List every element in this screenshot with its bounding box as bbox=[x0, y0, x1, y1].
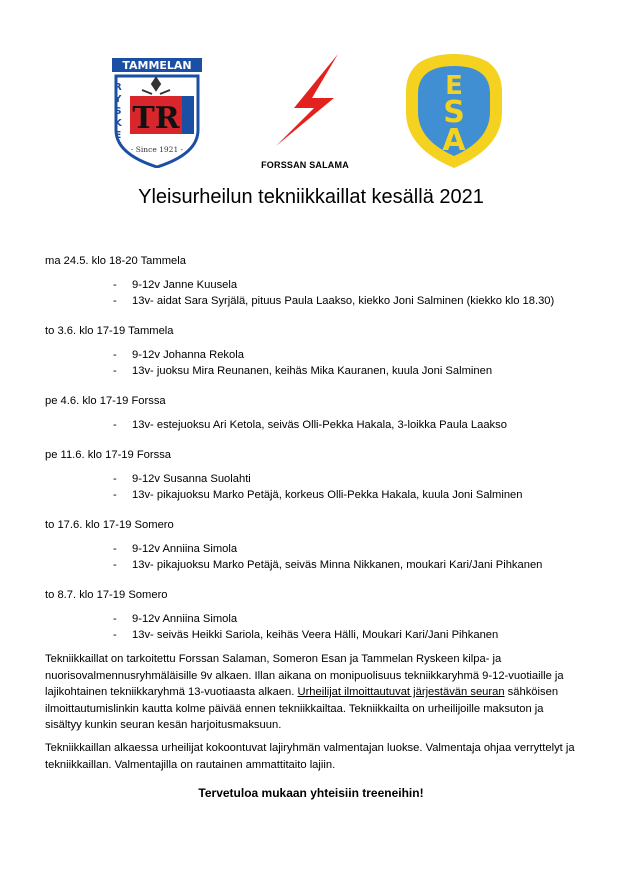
group-text: 13v- estejuoksu Ari Ketola, seiväs Olli-Pekka Hakala, 3-loikka Paula Laakso bbox=[132, 419, 507, 431]
group-item bbox=[45, 417, 605, 433]
page-title: Yleisurheilun tekniikkaillat kesällä 2021 bbox=[138, 186, 484, 208]
group-item bbox=[45, 277, 605, 293]
info-paragraph bbox=[45, 651, 575, 734]
ryske-since-text: - Since 1921 - bbox=[130, 145, 184, 154]
group-text: 13v- seiväs Heikki Sariola, keihäs Veera Hälli, Moukari Kari/Jani Pihkanen bbox=[132, 629, 499, 641]
group-item bbox=[45, 363, 605, 379]
logo-row bbox=[0, 52, 622, 172]
session-date: to 8.7. klo 17-19 Somero bbox=[45, 589, 168, 601]
group-item bbox=[45, 293, 605, 309]
group-item bbox=[45, 347, 605, 363]
group-text: 9-12v Susanna Suolahti bbox=[132, 473, 251, 485]
group-item bbox=[45, 541, 605, 557]
group-item bbox=[45, 627, 605, 643]
ryske-side-letter: Y bbox=[114, 94, 122, 105]
bullet-dash: - bbox=[113, 365, 117, 377]
coach-paragraph: Tekniikkaillan alkaessa urheilijat kokoontuvat lajiryhmän valmentajan luokse. Valmentaja ohjaa verryttelyt ja tekniikkaillan. Valmentajilla on rautainen ammattitaito lajiin. bbox=[45, 742, 575, 771]
forssan-salama-logo bbox=[250, 52, 360, 170]
group-text: 9-12v Anniina Simola bbox=[132, 543, 238, 555]
group-item bbox=[45, 557, 605, 573]
session-groups bbox=[45, 347, 605, 379]
salama-name-text: FORSSAN SALAMA bbox=[261, 160, 349, 170]
session-date: pe 11.6. klo 17-19 Forssa bbox=[45, 449, 172, 461]
group-text: 13v- aidat Sara Syrjälä, pituus Paula Laakso, kiekko Joni Salminen (kiekko klo 18.30) bbox=[132, 295, 555, 307]
group-text: 9-12v Janne Kuusela bbox=[132, 279, 238, 291]
bullet-dash: - bbox=[113, 543, 117, 555]
session-groups bbox=[45, 541, 605, 573]
bullet-dash: - bbox=[113, 419, 117, 431]
session-date: pe 4.6. klo 17-19 Forssa bbox=[45, 395, 166, 407]
session bbox=[45, 447, 605, 503]
group-item bbox=[45, 487, 605, 503]
session-groups bbox=[45, 277, 605, 309]
session-date: to 17.6. klo 17-19 Somero bbox=[45, 519, 174, 531]
bullet-dash: - bbox=[113, 559, 117, 571]
session bbox=[45, 393, 605, 433]
group-text: 13v- pikajuoksu Marko Petäjä, korkeus Olli-Pekka Hakala, kuula Joni Salminen bbox=[132, 489, 523, 501]
ryske-name-text: TAMMELAN bbox=[122, 59, 192, 72]
session bbox=[45, 253, 605, 309]
session-groups bbox=[45, 471, 605, 503]
closing-line: Tervetuloa mukaan yhteisiin treeneihin! bbox=[198, 786, 424, 800]
info-text: sähköisen ilmoittautumislinkin kautta kolme päivää ennen tekniikkailtaa. Tekniikkailta on urheilijoille maksuton ja sisältyy kunkin seuran kesän harjoitusmaksuun. bbox=[45, 686, 559, 731]
bullet-dash: - bbox=[113, 613, 117, 625]
session bbox=[45, 323, 605, 379]
session-groups bbox=[45, 611, 605, 643]
group-text: 13v- juoksu Mira Reunanen, keihäs Mika Kauranen, kuula Joni Salminen bbox=[132, 365, 493, 377]
bullet-dash: - bbox=[113, 473, 117, 485]
group-text: 13v- pikajuoksu Marko Petäjä, seiväs Minna Nikkanen, moukari Kari/Jani Pihkanen bbox=[132, 559, 543, 571]
bullet-dash: - bbox=[113, 349, 117, 361]
ryske-side-letter: K bbox=[114, 118, 122, 129]
bullet-dash: - bbox=[113, 279, 117, 291]
session-date: to 3.6. klo 17-19 Tammela bbox=[45, 325, 174, 337]
bullet-dash: - bbox=[113, 629, 117, 641]
schedule bbox=[45, 253, 605, 657]
group-text: 9-12v Johanna Rekola bbox=[132, 349, 244, 361]
someron-esa-logo bbox=[402, 52, 506, 170]
session-groups bbox=[45, 417, 605, 433]
info-text: Tekniikkaillat on tarkoitettu Forssan Salaman, Someron Esan ja Tammelan Ryskeen kilpa- ja nuorisovalmennusryhmäläisille 9v alkaen. Illan aikana on monipuolisuus tekniikkaryhmä 9-12-vuotiaille ja lajikohtainen tekniikkaryhmä 13-vuotiaasta alkaen. bbox=[45, 653, 564, 698]
session bbox=[45, 587, 605, 643]
session bbox=[45, 517, 605, 573]
ryske-side-letter: R bbox=[114, 82, 122, 93]
ryske-side-letter: E bbox=[114, 130, 122, 141]
group-item bbox=[45, 611, 605, 627]
esa-letter: S bbox=[443, 95, 465, 130]
ryske-side-letter: S bbox=[114, 106, 122, 117]
registration-note: Urheilijat ilmoittautuvat järjestävän seuran bbox=[297, 686, 505, 698]
group-text: 9-12v Anniina Simola bbox=[132, 613, 238, 625]
esa-letter: A bbox=[442, 123, 466, 158]
bullet-dash: - bbox=[113, 295, 117, 307]
group-item bbox=[45, 471, 605, 487]
tammelan-ryske-logo bbox=[108, 54, 204, 168]
bullet-dash: - bbox=[113, 489, 117, 501]
esa-letter: E bbox=[445, 71, 463, 101]
session-date: ma 24.5. klo 18-20 Tammela bbox=[45, 255, 186, 267]
ryske-initials-text: TR bbox=[132, 101, 180, 136]
